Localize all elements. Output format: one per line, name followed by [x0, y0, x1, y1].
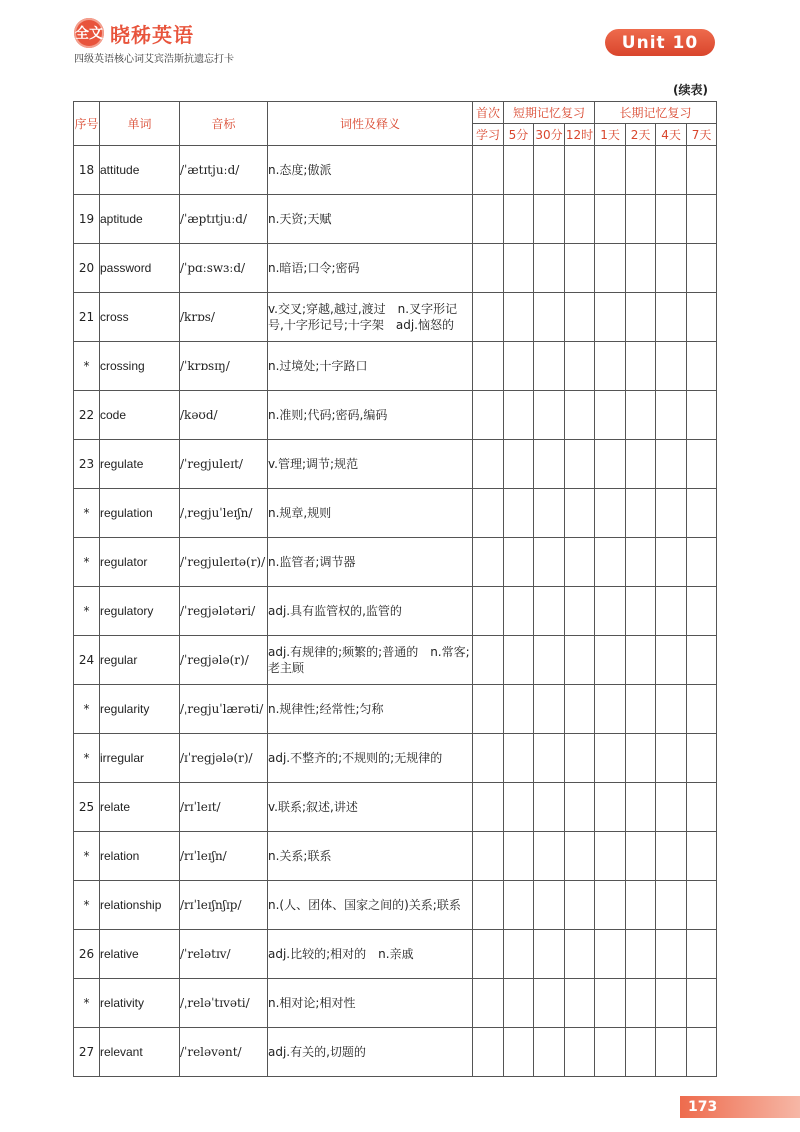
- checkbox-cell[interactable]: [534, 587, 565, 636]
- row-word: relativity: [100, 979, 180, 1028]
- checkbox-cell[interactable]: [504, 783, 534, 832]
- checkbox-cell[interactable]: [626, 489, 656, 538]
- checkbox-cell[interactable]: [534, 1028, 565, 1077]
- row-number: 26: [74, 930, 100, 979]
- row-word: irregular: [100, 734, 180, 783]
- table-row: [74, 783, 717, 832]
- checkbox-cell[interactable]: [656, 587, 687, 636]
- checkbox-cell[interactable]: [565, 391, 595, 440]
- row-word: code: [100, 391, 180, 440]
- checkbox-cell[interactable]: [473, 293, 504, 342]
- checkbox-cell[interactable]: [626, 783, 656, 832]
- checkbox-cell[interactable]: [473, 734, 504, 783]
- table-row: [74, 195, 717, 244]
- checkbox-cell[interactable]: [565, 244, 595, 293]
- checkbox-cell[interactable]: [656, 930, 687, 979]
- checkbox-cell[interactable]: [473, 1028, 504, 1077]
- checkbox-cell[interactable]: [595, 1028, 626, 1077]
- header-long-term: 长期记忆复习: [595, 102, 717, 124]
- checkbox-cell[interactable]: [534, 342, 565, 391]
- checkbox-cell[interactable]: [626, 930, 656, 979]
- row-phonetic: /ˈæptɪtjuːd/: [180, 195, 268, 244]
- checkbox-cell[interactable]: [687, 685, 717, 734]
- checkbox-cell[interactable]: [504, 391, 534, 440]
- row-definition: n.准则;代码;密码,编码: [268, 391, 473, 440]
- checkbox-cell[interactable]: [473, 636, 504, 685]
- row-definition: adj.不整齐的;不规则的;无规律的: [268, 734, 473, 783]
- checkbox-cell[interactable]: [656, 391, 687, 440]
- row-number: *: [74, 489, 100, 538]
- row-phonetic: /ɪˈregjələ(r)/: [180, 734, 268, 783]
- checkbox-cell[interactable]: [656, 1028, 687, 1077]
- table-row: [74, 1028, 717, 1077]
- row-number: 21: [74, 293, 100, 342]
- header-2day: 2天: [626, 124, 656, 146]
- checkbox-cell[interactable]: [626, 538, 656, 587]
- row-number: *: [74, 685, 100, 734]
- checkbox-cell[interactable]: [565, 832, 595, 881]
- brand-name: 晓秭英语: [110, 22, 194, 47]
- checkbox-cell[interactable]: [595, 391, 626, 440]
- checkbox-cell[interactable]: [687, 440, 717, 489]
- checkbox-cell[interactable]: [626, 146, 656, 195]
- row-phonetic: /ˌreləˈtɪvəti/: [180, 979, 268, 1028]
- checkbox-cell[interactable]: [687, 734, 717, 783]
- checkbox-cell[interactable]: [595, 440, 626, 489]
- brand-logo: [74, 18, 194, 48]
- table-row: [74, 930, 717, 979]
- checkbox-cell[interactable]: [656, 636, 687, 685]
- header-index: 序号: [74, 102, 100, 146]
- checkbox-cell[interactable]: [534, 685, 565, 734]
- checkbox-cell[interactable]: [473, 146, 504, 195]
- row-number: *: [74, 342, 100, 391]
- checkbox-cell[interactable]: [565, 930, 595, 979]
- row-phonetic: /ˈkrɒsɪŋ/: [180, 342, 268, 391]
- checkbox-cell[interactable]: [565, 1028, 595, 1077]
- checkbox-cell[interactable]: [565, 685, 595, 734]
- checkbox-cell[interactable]: [473, 538, 504, 587]
- row-word: regulator: [100, 538, 180, 587]
- checkbox-cell[interactable]: [626, 636, 656, 685]
- checkbox-cell[interactable]: [687, 979, 717, 1028]
- checkbox-cell[interactable]: [473, 930, 504, 979]
- checkbox-cell[interactable]: [595, 146, 626, 195]
- checkbox-cell[interactable]: [656, 342, 687, 391]
- checkbox-cell[interactable]: [534, 195, 565, 244]
- checkbox-cell[interactable]: [626, 685, 656, 734]
- checkbox-cell[interactable]: [687, 832, 717, 881]
- page-number: 173: [680, 1096, 800, 1118]
- unit-badge: Unit 10: [605, 29, 715, 56]
- checkbox-cell[interactable]: [504, 293, 534, 342]
- checkbox-cell[interactable]: [504, 440, 534, 489]
- row-definition: n.关系;联系: [268, 832, 473, 881]
- header-phonetic: 音标: [180, 102, 268, 146]
- checkbox-cell[interactable]: [534, 293, 565, 342]
- checkbox-cell[interactable]: [504, 734, 534, 783]
- checkbox-cell[interactable]: [504, 1028, 534, 1077]
- checkbox-cell[interactable]: [687, 538, 717, 587]
- row-number: 19: [74, 195, 100, 244]
- row-word: password: [100, 244, 180, 293]
- row-definition: adj.有关的,切题的: [268, 1028, 473, 1077]
- checkbox-cell[interactable]: [656, 783, 687, 832]
- continued-label: (续表): [673, 83, 708, 97]
- row-definition: v.联系;叙述,讲述: [268, 783, 473, 832]
- row-definition: n.天资;天赋: [268, 195, 473, 244]
- vocab-table: [73, 101, 717, 1077]
- checkbox-cell[interactable]: [534, 440, 565, 489]
- checkbox-cell[interactable]: [626, 244, 656, 293]
- checkbox-cell[interactable]: [504, 881, 534, 930]
- checkbox-cell[interactable]: [656, 244, 687, 293]
- row-number: 25: [74, 783, 100, 832]
- checkbox-cell[interactable]: [595, 244, 626, 293]
- checkbox-cell[interactable]: [656, 538, 687, 587]
- row-number: *: [74, 832, 100, 881]
- checkbox-cell[interactable]: [687, 293, 717, 342]
- row-number: 23: [74, 440, 100, 489]
- row-word: relate: [100, 783, 180, 832]
- row-word: regulation: [100, 489, 180, 538]
- row-number: *: [74, 979, 100, 1028]
- header-first-study-top: 首次: [473, 102, 504, 124]
- checkbox-cell[interactable]: [626, 587, 656, 636]
- table-row: [74, 881, 717, 930]
- table-row: [74, 685, 717, 734]
- row-word: cross: [100, 293, 180, 342]
- checkbox-cell[interactable]: [687, 881, 717, 930]
- row-definition: v.管理;调节;规范: [268, 440, 473, 489]
- checkbox-cell[interactable]: [534, 783, 565, 832]
- checkbox-cell[interactable]: [626, 440, 656, 489]
- checkbox-cell[interactable]: [504, 342, 534, 391]
- checkbox-cell[interactable]: [504, 979, 534, 1028]
- row-word: attitude: [100, 146, 180, 195]
- checkbox-cell[interactable]: [687, 342, 717, 391]
- checkbox-cell[interactable]: [595, 685, 626, 734]
- checkbox-cell[interactable]: [687, 244, 717, 293]
- checkbox-cell[interactable]: [565, 146, 595, 195]
- header-5min: 5分: [504, 124, 534, 146]
- row-number: 20: [74, 244, 100, 293]
- row-word: regulatory: [100, 587, 180, 636]
- table-row: [74, 979, 717, 1028]
- row-word: regularity: [100, 685, 180, 734]
- row-phonetic: /ˈrelətɪv/: [180, 930, 268, 979]
- row-phonetic: /ˌregjuˈlærəti/: [180, 685, 268, 734]
- checkbox-cell[interactable]: [687, 489, 717, 538]
- row-definition: adj.比较的;相对的 n.亲戚: [268, 930, 473, 979]
- checkbox-cell[interactable]: [473, 244, 504, 293]
- row-number: *: [74, 538, 100, 587]
- row-number: *: [74, 734, 100, 783]
- checkbox-cell[interactable]: [534, 538, 565, 587]
- table-row: [74, 146, 717, 195]
- row-definition: v.交叉;穿越,越过,渡过 n.叉字形记号,十字形记号;十字架 adj.恼怒的: [268, 293, 473, 342]
- row-phonetic: /ˈregjələ(r)/: [180, 636, 268, 685]
- vocab-body: [74, 146, 717, 1077]
- row-phonetic: /rɪˈleɪʃnʃɪp/: [180, 881, 268, 930]
- checkbox-cell[interactable]: [504, 930, 534, 979]
- checkbox-cell[interactable]: [626, 293, 656, 342]
- checkbox-cell[interactable]: [595, 832, 626, 881]
- row-word: crossing: [100, 342, 180, 391]
- row-number: 18: [74, 146, 100, 195]
- table-row: [74, 636, 717, 685]
- checkbox-cell[interactable]: [504, 244, 534, 293]
- checkbox-cell[interactable]: [626, 391, 656, 440]
- checkbox-cell[interactable]: [534, 391, 565, 440]
- header-12hr: 12时: [565, 124, 595, 146]
- row-word: regular: [100, 636, 180, 685]
- checkbox-cell[interactable]: [595, 979, 626, 1028]
- row-definition: adj.具有监管权的,监管的: [268, 587, 473, 636]
- checkbox-cell[interactable]: [626, 195, 656, 244]
- checkbox-cell[interactable]: [595, 783, 626, 832]
- checkbox-cell[interactable]: [473, 391, 504, 440]
- header-1day: 1天: [595, 124, 626, 146]
- checkbox-cell[interactable]: [473, 195, 504, 244]
- checkbox-cell[interactable]: [595, 587, 626, 636]
- row-definition: n.态度;傲派: [268, 146, 473, 195]
- row-number: 22: [74, 391, 100, 440]
- checkbox-cell[interactable]: [534, 489, 565, 538]
- row-definition: n.暗语;口令;密码: [268, 244, 473, 293]
- checkbox-cell[interactable]: [656, 293, 687, 342]
- row-word: relation: [100, 832, 180, 881]
- checkbox-cell[interactable]: [473, 685, 504, 734]
- checkbox-cell[interactable]: [687, 783, 717, 832]
- table-row: [74, 293, 717, 342]
- checkbox-cell[interactable]: [687, 636, 717, 685]
- table-row: [74, 734, 717, 783]
- row-number: 24: [74, 636, 100, 685]
- checkbox-cell[interactable]: [687, 930, 717, 979]
- checkbox-cell[interactable]: [473, 440, 504, 489]
- checkbox-cell[interactable]: [687, 391, 717, 440]
- checkbox-cell[interactable]: [626, 979, 656, 1028]
- header-first-study-bottom: 学习: [473, 124, 504, 146]
- header-short-term: 短期记忆复习: [504, 102, 595, 124]
- checkbox-cell[interactable]: [595, 293, 626, 342]
- book-subtitle: 四级英语核心词艾宾浩斯抗遗忘打卡: [74, 54, 234, 65]
- checkbox-cell[interactable]: [534, 930, 565, 979]
- row-number: *: [74, 587, 100, 636]
- checkbox-cell[interactable]: [534, 979, 565, 1028]
- logo-mark-icon: 全文: [74, 18, 104, 48]
- table-row: [74, 342, 717, 391]
- checkbox-cell[interactable]: [565, 636, 595, 685]
- header-row-top: [74, 102, 717, 124]
- checkbox-cell[interactable]: [504, 538, 534, 587]
- checkbox-cell[interactable]: [534, 881, 565, 930]
- checkbox-cell[interactable]: [595, 489, 626, 538]
- checkbox-cell[interactable]: [656, 440, 687, 489]
- checkbox-cell[interactable]: [565, 979, 595, 1028]
- row-phonetic: /rɪˈleɪʃn/: [180, 832, 268, 881]
- checkbox-cell[interactable]: [656, 979, 687, 1028]
- header-definition: 词性及释义: [268, 102, 473, 146]
- checkbox-cell[interactable]: [595, 930, 626, 979]
- checkbox-cell[interactable]: [504, 195, 534, 244]
- checkbox-cell[interactable]: [595, 342, 626, 391]
- row-phonetic: /krɒs/: [180, 293, 268, 342]
- checkbox-cell[interactable]: [656, 146, 687, 195]
- row-definition: n.(人、团体、国家之间的)关系;联系: [268, 881, 473, 930]
- checkbox-cell[interactable]: [565, 783, 595, 832]
- row-phonetic: /ˈpɑːswɜːd/: [180, 244, 268, 293]
- checkbox-cell[interactable]: [626, 734, 656, 783]
- checkbox-cell[interactable]: [595, 538, 626, 587]
- header-word: 单词: [100, 102, 180, 146]
- checkbox-cell[interactable]: [656, 195, 687, 244]
- table-row: [74, 587, 717, 636]
- checkbox-cell[interactable]: [473, 979, 504, 1028]
- row-phonetic: /ˈætɪtjuːd/: [180, 146, 268, 195]
- row-definition: adj.有规律的;频繁的;普通的 n.常客;老主顾: [268, 636, 473, 685]
- table-row: [74, 391, 717, 440]
- checkbox-cell[interactable]: [534, 636, 565, 685]
- table-row: [74, 489, 717, 538]
- checkbox-cell[interactable]: [504, 587, 534, 636]
- table-row: [74, 538, 717, 587]
- checkbox-cell[interactable]: [626, 342, 656, 391]
- table-row: [74, 440, 717, 489]
- row-word: regulate: [100, 440, 180, 489]
- checkbox-cell[interactable]: [565, 489, 595, 538]
- row-phonetic: /rɪˈleɪt/: [180, 783, 268, 832]
- row-word: relative: [100, 930, 180, 979]
- checkbox-cell[interactable]: [504, 685, 534, 734]
- checkbox-cell[interactable]: [626, 881, 656, 930]
- checkbox-cell[interactable]: [565, 587, 595, 636]
- row-number: 27: [74, 1028, 100, 1077]
- checkbox-cell[interactable]: [473, 489, 504, 538]
- checkbox-cell[interactable]: [626, 832, 656, 881]
- row-definition: n.规律性;经常性;匀称: [268, 685, 473, 734]
- checkbox-cell[interactable]: [534, 734, 565, 783]
- checkbox-cell[interactable]: [473, 832, 504, 881]
- row-phonetic: /kəʊd/: [180, 391, 268, 440]
- row-word: relationship: [100, 881, 180, 930]
- checkbox-cell[interactable]: [595, 734, 626, 783]
- table-row: [74, 832, 717, 881]
- row-phonetic: /ˈregjələtəri/: [180, 587, 268, 636]
- checkbox-cell[interactable]: [687, 587, 717, 636]
- checkbox-cell[interactable]: [565, 195, 595, 244]
- row-phonetic: /ˌregjuˈleɪʃn/: [180, 489, 268, 538]
- header-30min: 30分: [534, 124, 565, 146]
- row-definition: n.规章,规则: [268, 489, 473, 538]
- checkbox-cell[interactable]: [565, 881, 595, 930]
- checkbox-cell[interactable]: [565, 342, 595, 391]
- row-definition: n.过境处;十字路口: [268, 342, 473, 391]
- checkbox-cell[interactable]: [473, 342, 504, 391]
- checkbox-cell[interactable]: [504, 636, 534, 685]
- checkbox-cell[interactable]: [473, 881, 504, 930]
- checkbox-cell[interactable]: [656, 881, 687, 930]
- row-definition: n.相对论;相对性: [268, 979, 473, 1028]
- checkbox-cell[interactable]: [626, 1028, 656, 1077]
- table-row: [74, 244, 717, 293]
- checkbox-cell[interactable]: [504, 832, 534, 881]
- checkbox-cell[interactable]: [656, 734, 687, 783]
- header-7day: 7天: [687, 124, 717, 146]
- checkbox-cell[interactable]: [565, 734, 595, 783]
- checkbox-cell[interactable]: [687, 195, 717, 244]
- checkbox-cell[interactable]: [534, 244, 565, 293]
- row-number: *: [74, 881, 100, 930]
- checkbox-cell[interactable]: [656, 832, 687, 881]
- row-word: relevant: [100, 1028, 180, 1077]
- checkbox-cell[interactable]: [595, 636, 626, 685]
- header-4day: 4天: [656, 124, 687, 146]
- checkbox-cell[interactable]: [595, 195, 626, 244]
- row-phonetic: /ˈregjuleɪt/: [180, 440, 268, 489]
- row-definition: n.监管者;调节器: [268, 538, 473, 587]
- checkbox-cell[interactable]: [565, 538, 595, 587]
- checkbox-cell[interactable]: [687, 1028, 717, 1077]
- row-phonetic: /ˈreləvənt/: [180, 1028, 268, 1077]
- checkbox-cell[interactable]: [687, 146, 717, 195]
- checkbox-cell[interactable]: [595, 881, 626, 930]
- checkbox-cell[interactable]: [534, 832, 565, 881]
- checkbox-cell[interactable]: [565, 440, 595, 489]
- checkbox-cell[interactable]: [473, 587, 504, 636]
- checkbox-cell[interactable]: [656, 685, 687, 734]
- checkbox-cell[interactable]: [565, 293, 595, 342]
- row-phonetic: /ˈregjuleɪtə(r)/: [180, 538, 268, 587]
- row-word: aptitude: [100, 195, 180, 244]
- checkbox-cell[interactable]: [473, 783, 504, 832]
- checkbox-cell[interactable]: [534, 146, 565, 195]
- checkbox-cell[interactable]: [656, 489, 687, 538]
- checkbox-cell[interactable]: [504, 489, 534, 538]
- checkbox-cell[interactable]: [504, 146, 534, 195]
